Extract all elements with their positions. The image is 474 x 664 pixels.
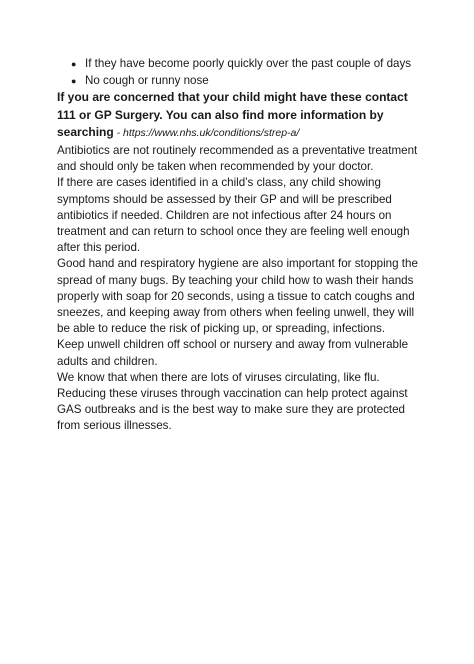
bullet-icon: ● — [71, 59, 77, 69]
bullet-icon: ● — [71, 76, 77, 87]
symptom-list — [57, 56, 422, 89]
keep-off-paragraph: Keep unwell children off school or nursery and away from vulnerable adults and children. — [57, 338, 409, 368]
nhs-link[interactable]: https://www.nhs.uk/conditions/strep-a/ — [123, 127, 300, 140]
concern-notice — [57, 89, 422, 143]
hygiene-paragraph: Good hand and respiratory hygiene are also important for stopping the spread of many bugs. By teaching your child how to wash their hands properly with soap for 20 seconds, using a tissue to catch coughs and sneezes, and keeping away from others when feeling unwell, they will be able to reduce the risk of picking up, or spreading, infections. — [57, 257, 418, 336]
cases-paragraph: If there are cases identified in a child’s class, any child showing symptoms should be assessed by their GP and will be prescribed antibiotics if needed. Children are not infectious after 24 hours on treatment and can return to school once they are feeling well enough after this period. — [57, 176, 410, 255]
antibiotics-paragraph: Antibiotics are not routinely recommended as a preventative treatment and should only be taken when recommended by your doctor. — [57, 143, 418, 174]
list-item-text: No cough or runny nose — [85, 74, 209, 88]
list-item-text: If they have become poorly quickly over the past couple of days — [85, 57, 412, 70]
document-page — [57, 56, 422, 435]
list-item — [57, 73, 422, 89]
concern-text: If you are concerned that your child might have these contact 111 or GP Surgery. You can also find more information by searching — [57, 90, 408, 140]
list-item — [57, 56, 422, 72]
separator-text: - — [113, 127, 124, 140]
vaccination-paragraph: We know that when there are lots of viruses circulating, like flu. Reducing these viruses through vaccination can help protect against GAS outbreaks and is the best way to make sure they are protected from serious illnesses. — [57, 370, 408, 433]
